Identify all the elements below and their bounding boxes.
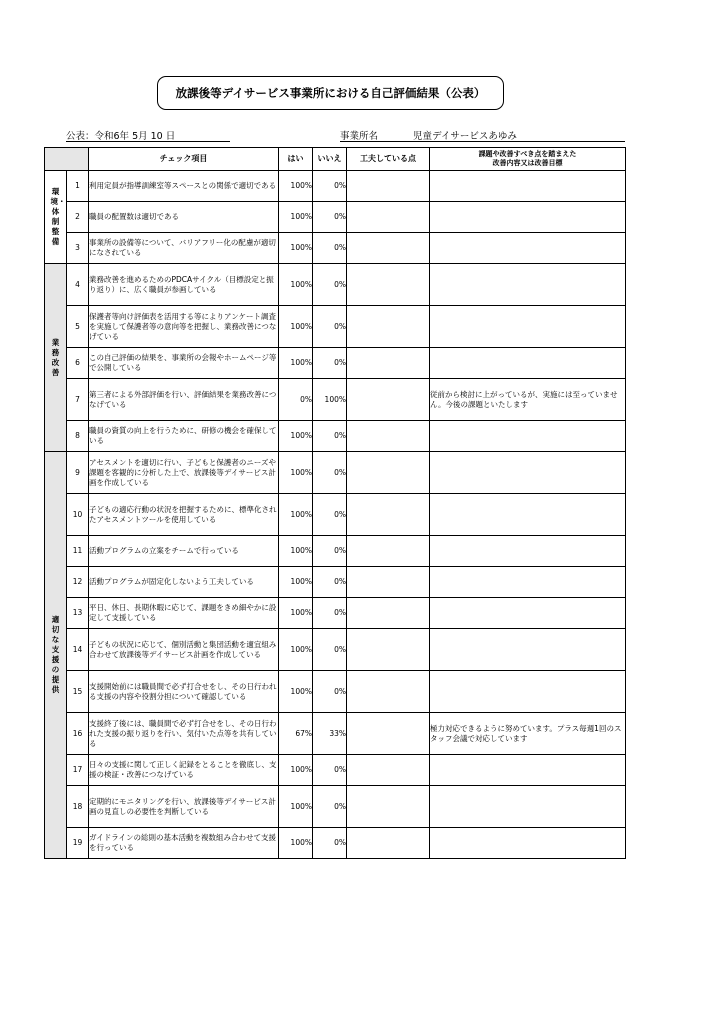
table-row (45, 202, 626, 233)
check-item-text: 支援終了後には、職員間で必ず打合せをし、その日行われた支援の振り返りを行い、気付いた点等を共有している (89, 713, 279, 755)
facility-name-label: 事業所名 (340, 131, 379, 142)
no-percentage: 0% (313, 671, 347, 713)
check-item-text: 子どもの適応行動の状況を把握するために、標準化されたアセスメントツールを使用している (89, 494, 279, 536)
header-effort: 工夫している点 (347, 148, 430, 171)
no-percentage: 0% (313, 828, 347, 859)
improvement-note (430, 629, 626, 671)
header-no: いいえ (313, 148, 347, 171)
no-percentage: 0% (313, 536, 347, 567)
item-number: 16 (67, 713, 89, 755)
effort-note (347, 171, 430, 202)
improvement-note (430, 171, 626, 202)
improvement-note (430, 755, 626, 786)
improvement-note (430, 598, 626, 629)
item-number: 19 (67, 828, 89, 859)
table-row (45, 348, 626, 379)
item-number: 5 (67, 306, 89, 348)
item-number: 14 (67, 629, 89, 671)
table-row (45, 536, 626, 567)
effort-note (347, 264, 430, 306)
no-percentage: 0% (313, 264, 347, 306)
check-item-text: 保護者等向け評価表を活用する等によりアンケート調査を実施して保護者等の意向等を把握し、業務改善につなげている (89, 306, 279, 348)
check-item-text: 職員の資質の向上を行うために、研修の機会を確保している (89, 421, 279, 452)
category-cell (45, 171, 67, 264)
check-item-text: 事業所の設備等について、バリアフリー化の配慮が適切になされている (89, 233, 279, 264)
improvement-note: 極力対応できるように努めています。プラス毎週1回のスタッフ会議で対応しています (430, 713, 626, 755)
category-label: 環境・体制整備 (50, 187, 66, 246)
header-item: チェック項目 (89, 148, 279, 171)
category-label: 適切な支援の提供 (51, 615, 60, 694)
yes-percentage: 100% (279, 348, 313, 379)
effort-note (347, 713, 430, 755)
yes-percentage: 100% (279, 828, 313, 859)
effort-note (347, 629, 430, 671)
item-number: 15 (67, 671, 89, 713)
item-number: 17 (67, 755, 89, 786)
header-issues (430, 148, 626, 171)
table-row (45, 452, 626, 494)
check-item-text: 平日、休日、長期休暇に応じて、課題をきめ細やかに設定して支援している (89, 598, 279, 629)
yes-percentage: 100% (279, 233, 313, 264)
item-number: 7 (67, 379, 89, 421)
no-percentage: 33% (313, 713, 347, 755)
table-row (45, 421, 626, 452)
check-item-text: 子どもの状況に応じて、個別活動と集団活動を適宜組み合わせて放課後等デイサービス計画を作成している (89, 629, 279, 671)
effort-note (347, 494, 430, 536)
item-number: 18 (67, 786, 89, 828)
yes-percentage: 100% (279, 671, 313, 713)
check-item-text: 日々の支援に関して正しく記録をとることを徹底し、支援の検証・改善につなげている (89, 755, 279, 786)
table-row (45, 171, 626, 202)
check-item-text: アセスメントを適切に行い、子どもと保護者のニーズや課題を客観的に分析した上で、放課後等デイサービス計画を作成している (89, 452, 279, 494)
table-row (45, 379, 626, 421)
table-row (45, 494, 626, 536)
check-item-text: 第三者による外部評価を行い、評価結果を業務改善につなげている (89, 379, 279, 421)
no-percentage: 0% (313, 202, 347, 233)
table-row (45, 713, 626, 755)
no-percentage: 0% (313, 598, 347, 629)
improvement-note: 従前から検討に上がっているが、実施には至っていません。今後の課題といたします (430, 379, 626, 421)
document-title (157, 76, 504, 110)
check-item-text: 定期的にモニタリングを行い、放課後等デイサービス計画の見直しの必要性を判断している (89, 786, 279, 828)
improvement-note (430, 536, 626, 567)
evaluation-table-body (45, 148, 626, 859)
improvement-note (430, 452, 626, 494)
item-number: 4 (67, 264, 89, 306)
effort-note (347, 671, 430, 713)
item-number: 12 (67, 567, 89, 598)
check-item-text: ガイドラインの総則の基本活動を複数組み合わせて支援を行っている (89, 828, 279, 859)
publication-underline (66, 141, 230, 142)
yes-percentage: 100% (279, 264, 313, 306)
effort-note (347, 306, 430, 348)
no-percentage: 0% (313, 348, 347, 379)
check-item-text: 活動プログラムが固定化しないよう工夫している (89, 567, 279, 598)
improvement-note (430, 494, 626, 536)
evaluation-table (44, 147, 626, 859)
yes-percentage: 100% (279, 306, 313, 348)
improvement-note (430, 202, 626, 233)
header-issues-line2: 改善内容又は改善目標 (492, 159, 563, 167)
header-category-cell (45, 148, 89, 171)
table-row (45, 755, 626, 786)
yes-percentage: 100% (279, 421, 313, 452)
effort-note (347, 536, 430, 567)
improvement-note (430, 567, 626, 598)
no-percentage: 0% (313, 755, 347, 786)
table-header-row (45, 148, 626, 171)
check-item-text: 利用定員が指導訓練室等スペースとの関係で適切である (89, 171, 279, 202)
no-percentage: 0% (313, 494, 347, 536)
header-issues-line1: 課題や改善すべき点を踏まえた (478, 150, 577, 158)
publication-date: 公表：令和6年 5月 10 日 (66, 131, 176, 142)
table-row (45, 786, 626, 828)
item-number: 8 (67, 421, 89, 452)
no-percentage: 0% (313, 786, 347, 828)
no-percentage: 100% (313, 379, 347, 421)
improvement-note (430, 306, 626, 348)
category-cell (45, 452, 67, 859)
effort-note (347, 598, 430, 629)
effort-note (347, 348, 430, 379)
effort-note (347, 452, 430, 494)
improvement-note (430, 348, 626, 379)
improvement-note (430, 264, 626, 306)
no-percentage: 0% (313, 421, 347, 452)
yes-percentage: 100% (279, 171, 313, 202)
table-row (45, 264, 626, 306)
check-item-text: 支援開始前には職員間で必ず打合せをし、その日行われる支援の内容や役割分担について確認している (89, 671, 279, 713)
effort-note (347, 755, 430, 786)
table-row (45, 233, 626, 264)
table-row (45, 671, 626, 713)
yes-percentage: 100% (279, 567, 313, 598)
category-label: 業務改善 (51, 337, 60, 377)
item-number: 11 (67, 536, 89, 567)
yes-percentage: 100% (279, 598, 313, 629)
improvement-note (430, 421, 626, 452)
effort-note (347, 202, 430, 233)
table-row (45, 306, 626, 348)
facility-name-value: 児童デイサービスあゆみ (413, 131, 517, 142)
check-item-text: 活動プログラムの立案をチームで行っている (89, 536, 279, 567)
no-percentage: 0% (313, 171, 347, 202)
yes-percentage: 67% (279, 713, 313, 755)
no-percentage: 0% (313, 306, 347, 348)
check-item-text: 職員の配置数は適切である (89, 202, 279, 233)
no-percentage: 0% (313, 567, 347, 598)
item-number: 2 (67, 202, 89, 233)
yes-percentage: 100% (279, 202, 313, 233)
document-title-text: 放課後等デイサービス事業所における自己評価結果（公表） (175, 86, 486, 100)
item-number: 1 (67, 171, 89, 202)
effort-note (347, 421, 430, 452)
table-row (45, 598, 626, 629)
no-percentage: 0% (313, 233, 347, 264)
yes-percentage: 100% (279, 536, 313, 567)
yes-percentage: 100% (279, 629, 313, 671)
item-number: 13 (67, 598, 89, 629)
effort-note (347, 379, 430, 421)
yes-percentage: 100% (279, 755, 313, 786)
item-number: 10 (67, 494, 89, 536)
check-item-text: この自己評価の結果を、事業所の会報やホームページ等で公開している (89, 348, 279, 379)
item-number: 6 (67, 348, 89, 379)
category-cell (45, 264, 67, 452)
effort-note (347, 786, 430, 828)
facility-underline (340, 141, 625, 142)
no-percentage: 0% (313, 452, 347, 494)
item-number: 9 (67, 452, 89, 494)
yes-percentage: 0% (279, 379, 313, 421)
effort-note (347, 233, 430, 264)
improvement-note (430, 786, 626, 828)
table-row (45, 629, 626, 671)
effort-note (347, 567, 430, 598)
table-row (45, 828, 626, 859)
yes-percentage: 100% (279, 452, 313, 494)
no-percentage: 0% (313, 629, 347, 671)
header-yes: はい (279, 148, 313, 171)
table-row (45, 567, 626, 598)
yes-percentage: 100% (279, 494, 313, 536)
improvement-note (430, 233, 626, 264)
item-number: 3 (67, 233, 89, 264)
improvement-note (430, 671, 626, 713)
effort-note (347, 828, 430, 859)
yes-percentage: 100% (279, 786, 313, 828)
check-item-text: 業務改善を進めるためのPDCAサイクル（目標設定と振り返り）に、広く職員が参画している (89, 264, 279, 306)
improvement-note (430, 828, 626, 859)
